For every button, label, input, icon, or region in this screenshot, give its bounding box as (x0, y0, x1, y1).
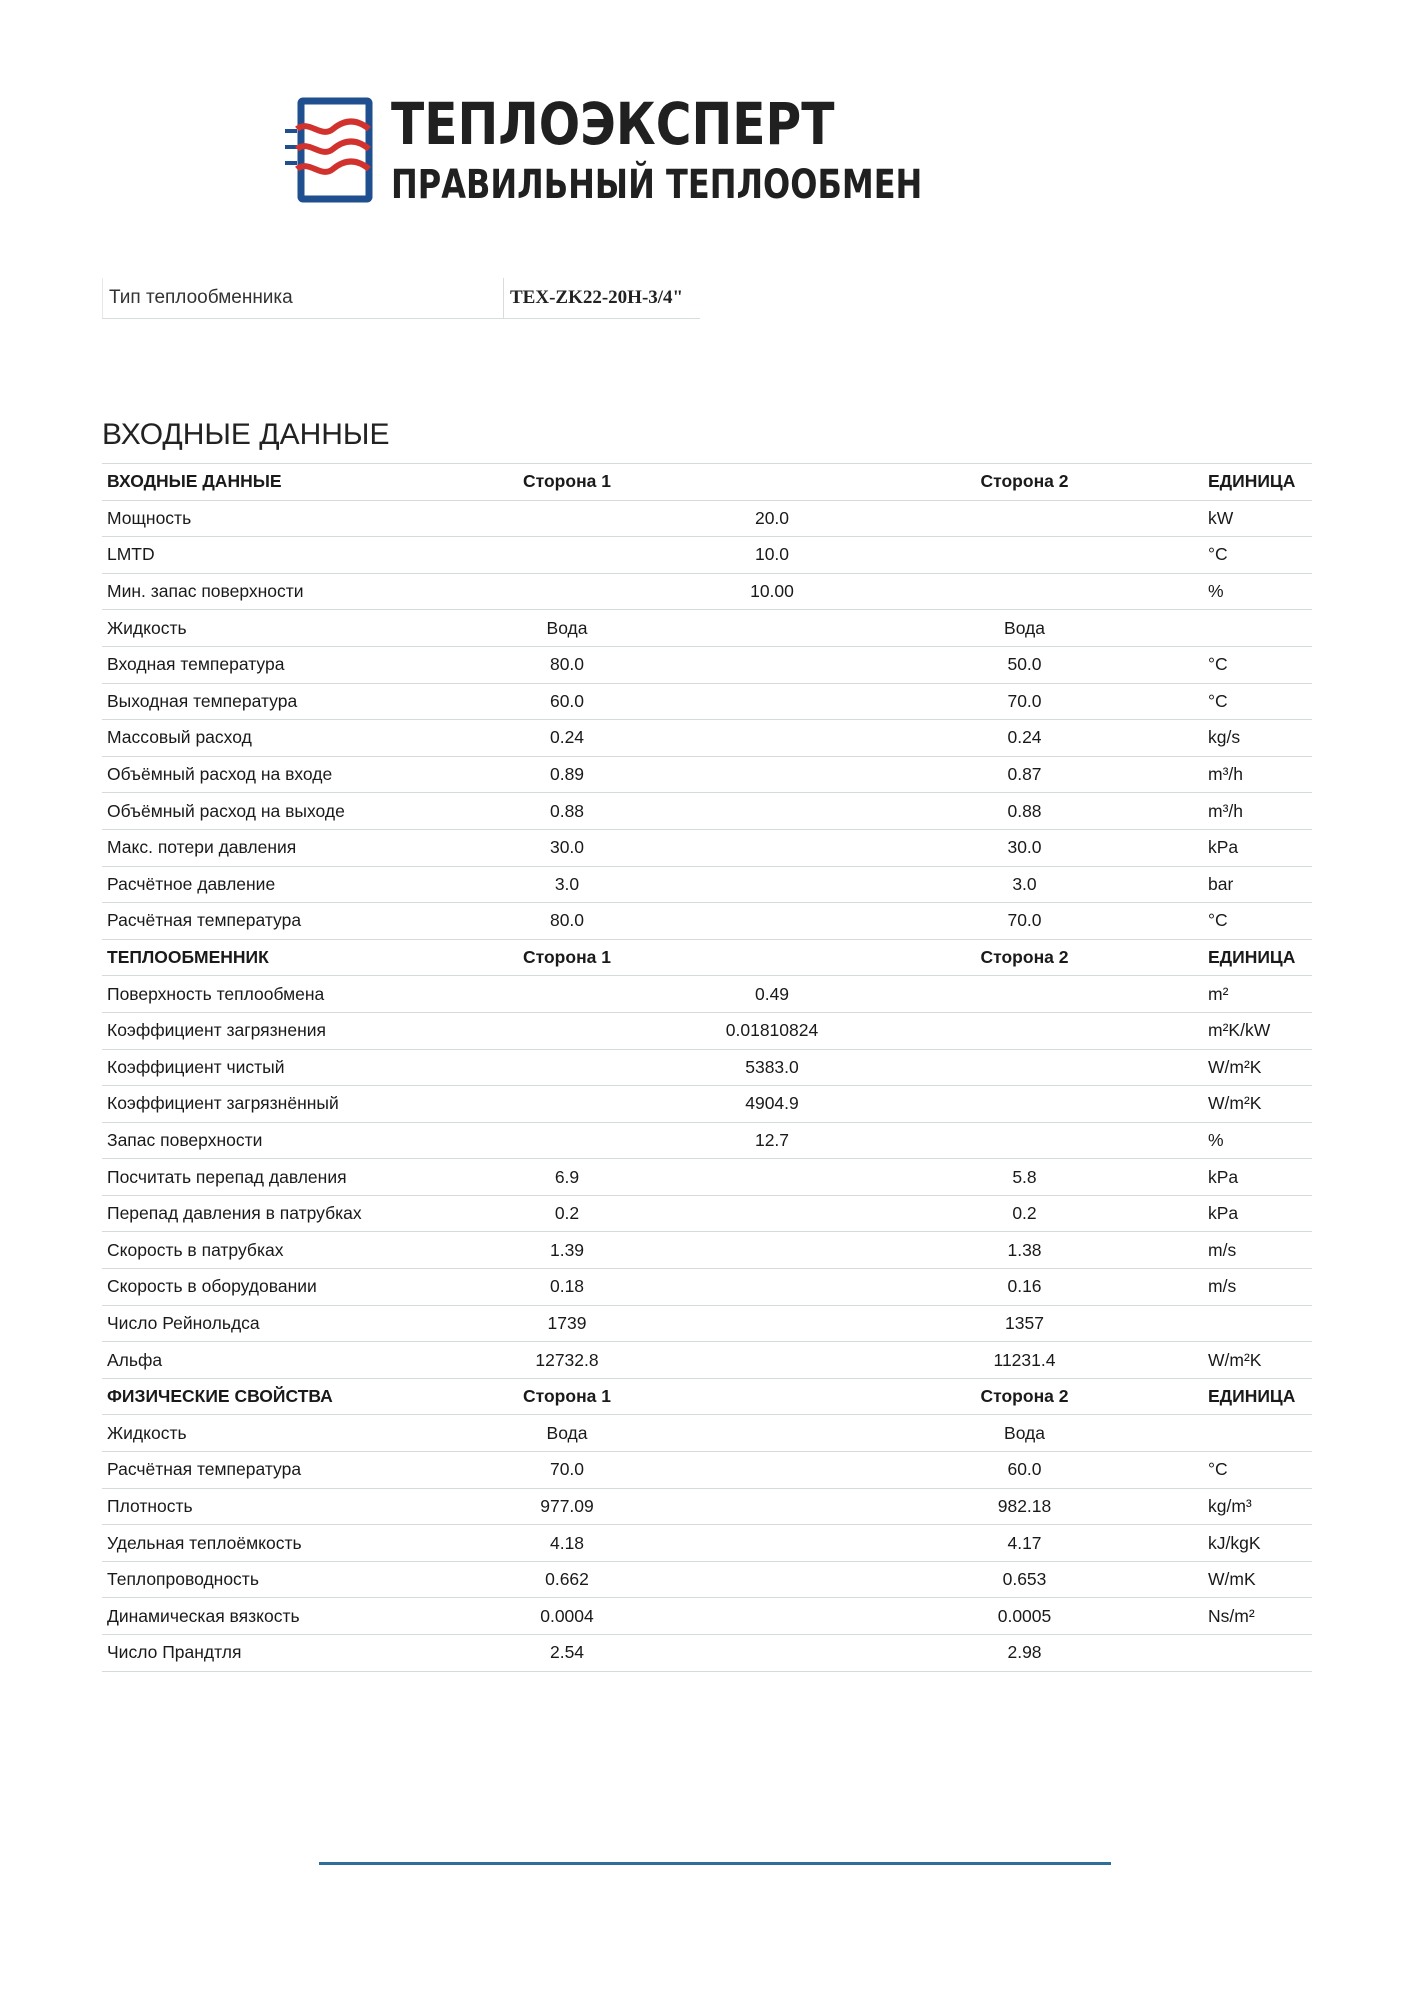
param-name: Перепад давления в патрубках (102, 1195, 502, 1232)
spacer-cell (832, 1305, 902, 1342)
side2-value: 2.98 (902, 1635, 1202, 1672)
table-row (102, 866, 1312, 903)
table-row (102, 1305, 1312, 1342)
spacer-cell (832, 683, 902, 720)
shared-value: 0.01810824 (502, 1012, 902, 1049)
side1-value: 0.24 (502, 720, 832, 757)
spacer-cell (902, 1012, 1202, 1049)
footer-divider (319, 1862, 1111, 1865)
side1-value: 0.662 (502, 1561, 832, 1598)
side1-value: Вода (502, 1415, 832, 1452)
unit: °C (1202, 903, 1312, 940)
spacer-cell (832, 1525, 902, 1562)
side1-value: 1739 (502, 1305, 832, 1342)
shared-value: 4904.9 (502, 1086, 902, 1123)
side1-value: Сторона 1 (502, 939, 832, 976)
spacer-cell (832, 1195, 902, 1232)
param-name: Расчётная температура (102, 1452, 502, 1489)
unit: bar (1202, 866, 1312, 903)
unit: % (1202, 573, 1312, 610)
side1-value: 1.39 (502, 1232, 832, 1269)
side1-value: 977.09 (502, 1488, 832, 1525)
table-row (102, 1232, 1312, 1269)
spacer-cell (832, 610, 902, 647)
side2-value: 70.0 (902, 683, 1202, 720)
unit: kg/m³ (1202, 1488, 1312, 1525)
spacer-cell (902, 537, 1202, 574)
param-name: ВХОДНЫЕ ДАННЫЕ (102, 464, 502, 501)
side2-value: 0.653 (902, 1561, 1202, 1598)
param-name: Число Рейнольдса (102, 1305, 502, 1342)
side1-value: 6.9 (502, 1159, 832, 1196)
side2-value: Сторона 2 (902, 464, 1202, 501)
param-name: Динамическая вязкость (102, 1598, 502, 1635)
table-row (102, 500, 1312, 537)
spacer-cell (832, 1488, 902, 1525)
side1-value: 0.88 (502, 793, 832, 830)
unit: kJ/kgK (1202, 1525, 1312, 1562)
param-name: Объёмный расход на входе (102, 756, 502, 793)
logo-title: ТЕПЛОЭКСПЕРТ (391, 90, 835, 158)
table-row (102, 573, 1312, 610)
spacer-cell (902, 573, 1202, 610)
side2-value: 50.0 (902, 646, 1202, 683)
param-name: Альфа (102, 1342, 502, 1379)
table-row (102, 537, 1312, 574)
param-name: Теплопроводность (102, 1561, 502, 1598)
side2-value: 0.2 (902, 1195, 1202, 1232)
table-row (102, 683, 1312, 720)
param-name: Расчётная температура (102, 903, 502, 940)
unit: m³/h (1202, 793, 1312, 830)
exchanger-type-table (102, 278, 700, 319)
unit: °C (1202, 646, 1312, 683)
side2-value: 1357 (902, 1305, 1202, 1342)
side2-value: 0.88 (902, 793, 1202, 830)
spacer-cell (902, 500, 1202, 537)
side2-value: Сторона 2 (902, 1378, 1202, 1415)
table-row (102, 1561, 1312, 1598)
unit: kg/s (1202, 720, 1312, 757)
spacer-cell (832, 646, 902, 683)
param-name: Выходная температура (102, 683, 502, 720)
param-name: Коэффициент загрязнённый (102, 1086, 502, 1123)
table-row (102, 756, 1312, 793)
unit (1202, 1415, 1312, 1452)
side2-value: Вода (902, 1415, 1202, 1452)
param-name: Скорость в патрубках (102, 1232, 502, 1269)
param-name: Плотность (102, 1488, 502, 1525)
logo-subtitle: ПРАВИЛЬНЫЙ ТЕПЛООБМЕН (391, 162, 923, 208)
param-name: Поверхность теплообмена (102, 976, 502, 1013)
side1-value: Сторона 1 (502, 1378, 832, 1415)
unit: ЕДИНИЦА (1202, 464, 1312, 501)
unit: kPa (1202, 829, 1312, 866)
table-section-header (102, 464, 1312, 501)
side2-value: 30.0 (902, 829, 1202, 866)
table-row (102, 1525, 1312, 1562)
param-name: Жидкость (102, 1415, 502, 1452)
param-name: Коэффициент загрязнения (102, 1012, 502, 1049)
company-logo (283, 90, 923, 215)
section-title: ВХОДНЫЕ ДАННЫЕ (102, 418, 390, 451)
table-row (102, 1269, 1312, 1306)
side2-value: 982.18 (902, 1488, 1202, 1525)
unit: W/mK (1202, 1561, 1312, 1598)
spacer-cell (832, 829, 902, 866)
side2-value: 0.16 (902, 1269, 1202, 1306)
unit: kPa (1202, 1195, 1312, 1232)
table-row (102, 1159, 1312, 1196)
param-name: Запас поверхности (102, 1122, 502, 1159)
param-name: Удельная теплоёмкость (102, 1525, 502, 1562)
side1-value: 80.0 (502, 646, 832, 683)
table-row (102, 903, 1312, 940)
unit: °C (1202, 683, 1312, 720)
unit (1202, 1305, 1312, 1342)
unit (1202, 610, 1312, 647)
spacer-cell (832, 793, 902, 830)
table-row (102, 1195, 1312, 1232)
spacer-cell (832, 1561, 902, 1598)
exchanger-type-value: TEX-ZK22-20H-3/4" (504, 278, 701, 319)
side2-value: 1.38 (902, 1232, 1202, 1269)
side1-value: 2.54 (502, 1635, 832, 1672)
side1-value: 0.89 (502, 756, 832, 793)
side2-value: Сторона 2 (902, 939, 1202, 976)
table-row (102, 1012, 1312, 1049)
table-section-header (102, 939, 1312, 976)
shared-value: 12.7 (502, 1122, 902, 1159)
side1-value: Сторона 1 (502, 464, 832, 501)
unit: W/m²K (1202, 1086, 1312, 1123)
unit: kPa (1202, 1159, 1312, 1196)
param-name: Коэффициент чистый (102, 1049, 502, 1086)
side1-value: 0.2 (502, 1195, 832, 1232)
unit: ЕДИНИЦА (1202, 939, 1312, 976)
side1-value: 80.0 (502, 903, 832, 940)
param-name: ФИЗИЧЕСКИЕ СВОЙСТВА (102, 1378, 502, 1415)
shared-value: 10.0 (502, 537, 902, 574)
spacer-cell (832, 903, 902, 940)
table-row (102, 829, 1312, 866)
spacer-cell (832, 1415, 902, 1452)
table-row (102, 1452, 1312, 1489)
param-name: Массовый расход (102, 720, 502, 757)
side2-value: 0.0005 (902, 1598, 1202, 1635)
side1-value: 3.0 (502, 866, 832, 903)
param-name: LMTD (102, 537, 502, 574)
side1-value: 0.18 (502, 1269, 832, 1306)
param-name: Объёмный расход на выходе (102, 793, 502, 830)
param-name: Жидкость (102, 610, 502, 647)
side2-value: 60.0 (902, 1452, 1202, 1489)
spacer-cell (832, 720, 902, 757)
table-row (102, 1122, 1312, 1159)
unit: % (1202, 1122, 1312, 1159)
param-name: Мощность (102, 500, 502, 537)
spacer-cell (832, 1342, 902, 1379)
spacer-cell (902, 1122, 1202, 1159)
heat-exchanger-logo-icon (283, 95, 383, 207)
param-name: ТЕПЛООБМЕННИК (102, 939, 502, 976)
side1-value: Вода (502, 610, 832, 647)
table-row (102, 1598, 1312, 1635)
side1-value: 0.0004 (502, 1598, 832, 1635)
table-section-header (102, 1378, 1312, 1415)
table-row (102, 793, 1312, 830)
unit: W/m²K (1202, 1049, 1312, 1086)
unit: °C (1202, 537, 1312, 574)
table-row (102, 720, 1312, 757)
shared-value: 10.00 (502, 573, 902, 610)
side1-value: 70.0 (502, 1452, 832, 1489)
side2-value: 11231.4 (902, 1342, 1202, 1379)
table-row (102, 976, 1312, 1013)
side1-value: 4.18 (502, 1525, 832, 1562)
side2-value: 0.87 (902, 756, 1202, 793)
exchanger-type-label: Тип теплообменника (103, 278, 504, 319)
spacer-cell (832, 866, 902, 903)
unit: ЕДИНИЦА (1202, 1378, 1312, 1415)
spacer-cell (832, 464, 902, 501)
side1-value: 30.0 (502, 829, 832, 866)
table-row (102, 610, 1312, 647)
spacer-cell (832, 1635, 902, 1672)
spacer-cell (902, 976, 1202, 1013)
unit: °C (1202, 1452, 1312, 1489)
side2-value: 5.8 (902, 1159, 1202, 1196)
table-row (102, 1342, 1312, 1379)
param-name: Мин. запас поверхности (102, 573, 502, 610)
shared-value: 5383.0 (502, 1049, 902, 1086)
spacer-cell (832, 1598, 902, 1635)
param-name: Макс. потери давления (102, 829, 502, 866)
unit (1202, 1635, 1312, 1672)
side2-value: 70.0 (902, 903, 1202, 940)
side2-value: 4.17 (902, 1525, 1202, 1562)
table-row (102, 1635, 1312, 1672)
spacer-cell (832, 1269, 902, 1306)
spacer-cell (832, 1159, 902, 1196)
table-row (102, 1488, 1312, 1525)
side2-value: 3.0 (902, 866, 1202, 903)
shared-value: 20.0 (502, 500, 902, 537)
table-row (102, 1086, 1312, 1123)
side1-value: 60.0 (502, 683, 832, 720)
unit: W/m²K (1202, 1342, 1312, 1379)
side1-value: 12732.8 (502, 1342, 832, 1379)
param-name: Посчитать перепад давления (102, 1159, 502, 1196)
calculation-table (102, 463, 1312, 1672)
param-name: Скорость в оборудовании (102, 1269, 502, 1306)
unit: m² (1202, 976, 1312, 1013)
spacer-cell (832, 1378, 902, 1415)
table-row (102, 1049, 1312, 1086)
unit: m³/h (1202, 756, 1312, 793)
param-name: Число Прандтля (102, 1635, 502, 1672)
param-name: Расчётное давление (102, 866, 502, 903)
spacer-cell (902, 1049, 1202, 1086)
spacer-cell (832, 939, 902, 976)
side2-value: Вода (902, 610, 1202, 647)
table-row (102, 1415, 1312, 1452)
unit: Ns/m² (1202, 1598, 1312, 1635)
spacer-cell (832, 1452, 902, 1489)
spacer-cell (832, 756, 902, 793)
unit: m/s (1202, 1269, 1312, 1306)
unit: m/s (1202, 1232, 1312, 1269)
unit: m²K/kW (1202, 1012, 1312, 1049)
unit: kW (1202, 500, 1312, 537)
spacer-cell (902, 1086, 1202, 1123)
param-name: Входная температура (102, 646, 502, 683)
side2-value: 0.24 (902, 720, 1202, 757)
shared-value: 0.49 (502, 976, 902, 1013)
spacer-cell (832, 1232, 902, 1269)
table-row (102, 646, 1312, 683)
